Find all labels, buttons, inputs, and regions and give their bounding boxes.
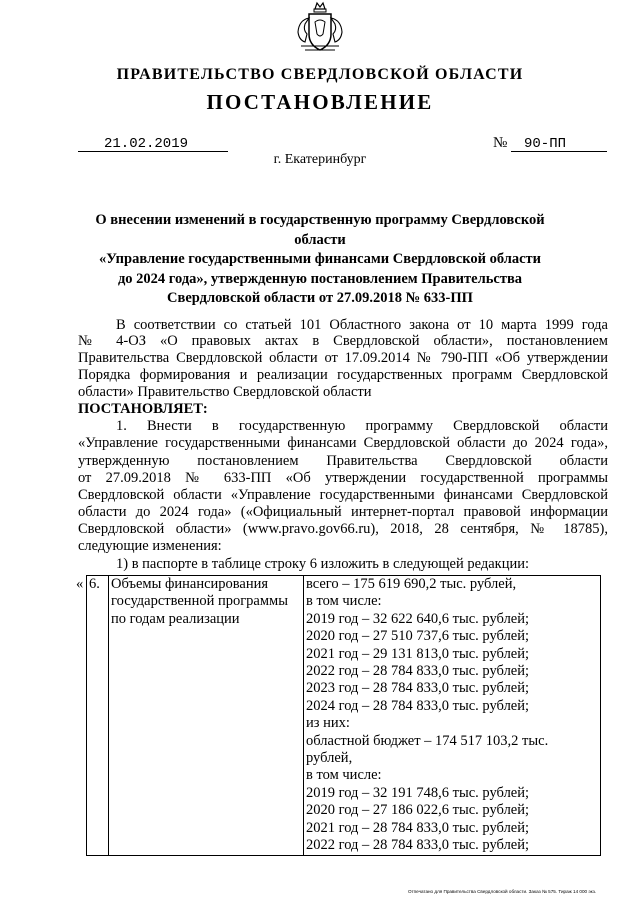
value-line: в том числе: [306, 593, 382, 610]
preamble-line: № 4-ОЗ «О правовых актах в Свердловской области», постановлением [78, 333, 608, 349]
clause-line: «Управление государственными финансами Свердловской области до 2024 года», [78, 435, 608, 451]
row-label-line: государственной программы [111, 593, 288, 610]
clause-line: от 27.09.2018 № 633-ПП «Об утверждении государственной программы [78, 470, 608, 486]
government-name: ПРАВИТЕЛЬСТВО СВЕРДЛОВСКОЙ ОБЛАСТИ [116, 66, 524, 83]
row-label-line: по годам реализации [111, 610, 240, 627]
city: г. Екатеринбург [273, 152, 367, 167]
subject-line: Свердловской области от 27.09.2018 № 633-ПП [167, 290, 473, 307]
document-subject [70, 211, 570, 309]
clause-line: области до 2024 года» («Официальный интернет-портал правовой информации [78, 504, 608, 520]
clause-line: 1. Внести в государственную программу Свердловской области [116, 418, 608, 434]
subject-line: «Управление государственными финансами Свердловской области [98, 251, 542, 268]
document-number: 90-ПП [524, 136, 567, 152]
preamble-line: Порядка формирования и реализации государственных программ Свердловской [78, 367, 608, 383]
coat-of-arms-icon [293, 0, 347, 56]
row-number-cell [87, 576, 109, 856]
preamble-line: Правительства Свердловской области от 17.09.2014 № 790-ПП «Об утверждении [78, 350, 608, 366]
value-line: 2020 год – 27 186 022,6 тыс. рублей; [306, 802, 530, 819]
value-line: рублей, [306, 750, 353, 767]
print-note: Отпечатано для Правительства Свердловской области. Заказ № 575. Тираж 14 000 экз. [408, 889, 597, 894]
row-value-cell [304, 576, 601, 856]
number-sign: № [493, 135, 508, 151]
row-label-line: Объемы финансирования [111, 576, 269, 592]
row-label-cell [109, 576, 304, 856]
value-line: 2023 год – 28 784 833,0 тыс. рублей; [306, 680, 530, 697]
subject-line: О внесении изменений в государственную программу Свердловской области [95, 212, 545, 248]
row-number: 6. [89, 576, 100, 592]
value-line: всего – 175 619 690,2 тыс. рублей, [306, 576, 517, 592]
clause-line: следующие изменения: [78, 538, 222, 554]
document-date: 21.02.2019 [104, 136, 189, 152]
value-line: 2019 год – 32 191 748,6 тыс. рублей; [306, 784, 530, 801]
open-quote: « [76, 576, 84, 592]
value-line: 2022 год – 28 784 833,0 тыс. рублей; [306, 837, 530, 854]
value-line: 2024 год – 28 784 833,0 тыс. рублей; [306, 697, 530, 714]
clause-line: утвержденную постановлением Правительства Свердловской области [78, 453, 608, 469]
value-line: из них: [306, 715, 350, 732]
value-line: 2021 год – 28 784 833,0 тыс. рублей; [306, 819, 530, 836]
value-line: в том числе: [306, 767, 382, 784]
subject-line: до 2024 года», утвержденную постановлением Правительства [117, 270, 523, 287]
value-line: 2021 год – 29 131 813,0 тыс. рублей; [306, 645, 530, 662]
preamble-line: области» Правительство Свердловской области [78, 384, 372, 400]
clause-line: Свердловской области» (www.pravo.gov66.ru), 2018, 28 сентября, № 18785), [78, 521, 608, 537]
document-type: ПОСТАНОВЛЕНИЕ [206, 90, 434, 114]
value-line: 2020 год – 27 510 737,6 тыс. рублей; [306, 628, 530, 645]
table-row [87, 576, 601, 856]
subclause-line: 1) в паспорте в таблице строку 6 изложить в следующей редакции: [116, 556, 530, 572]
resolves-heading: ПОСТАНОВЛЯЕТ: [78, 401, 208, 417]
value-line: областной бюджет – 174 517 103,2 тыс. [306, 732, 549, 749]
passport-table [86, 575, 601, 856]
value-line: 2022 год – 28 784 833,0 тыс. рублей; [306, 663, 530, 680]
preamble-line: В соответствии со статьей 101 Областного закона от 10 марта 1999 года [116, 317, 608, 333]
clause-line: Свердловской области «Управление государственными финансами Свердловской [78, 487, 608, 503]
value-line: 2019 год – 32 622 640,6 тыс. рублей; [306, 610, 530, 627]
